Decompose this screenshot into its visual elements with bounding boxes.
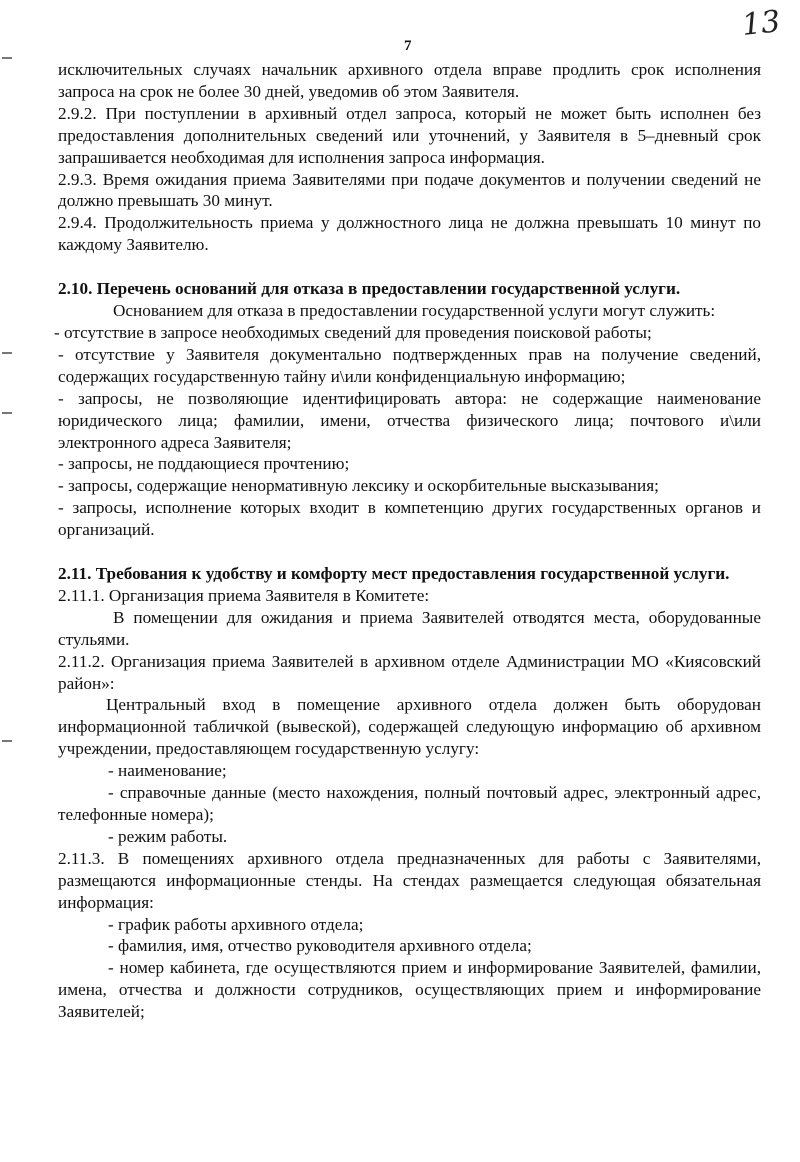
- paragraph: Центральный вход в помещение архивного отдела должен быть оборудован информационной табличкой (вывеской), содержащей следующую информацию об архивном учреждении, предоставляющем государственную услугу:: [58, 695, 761, 759]
- paragraph: 2.9.4. Продолжительность приема у должностного лица не должна превышать 10 минут по каждому Заявителю.: [58, 213, 761, 255]
- scan-margin-mark: [2, 352, 12, 354]
- section-heading: 2.11. Требования к удобству и комфорту мест предоставления государственной услуги.: [58, 564, 730, 584]
- paragraph: В помещении для ожидания и приема Заявителей отводятся места, оборудованные стульями.: [58, 607, 761, 649]
- scan-margin-mark: [2, 740, 12, 742]
- list-item: - запросы, содержащие ненормативную лексику и оскорбительные высказывания;: [58, 476, 659, 496]
- list-item: - отсутствие в запросе необходимых сведений для проведения поисковой работы;: [54, 322, 652, 342]
- list-item: - наименование;: [108, 761, 227, 781]
- list-item: - справочные данные (место нахождения, полный почтовый адрес, электронный адрес, телефонные номера);: [58, 783, 761, 824]
- page-number: 7: [404, 38, 412, 54]
- section-heading: 2.10. Перечень оснований для отказа в предоставлении государственной услуги.: [58, 279, 681, 299]
- paragraph: 2.11.3. В помещениях архивного отдела предназначенных для работы с Заявителями, размещаются информационные стенды. На стендах размещается следующая обязательная информация:: [58, 848, 761, 912]
- handwritten-page-number: 13: [740, 4, 782, 43]
- paragraph: 2.9.2. При поступлении в архивный отдел запроса, который не может быть исполнен без предоставления дополнительных сведений или уточнений, у Заявителя в 5–дневный срок запрашивается необходимая для исполнения запроса информация.: [58, 103, 761, 167]
- paragraph: 2.11.1. Организация приема Заявителя в Комитете:: [58, 585, 430, 605]
- scan-margin-mark: [2, 57, 12, 59]
- scan-margin-mark: [2, 412, 12, 414]
- list-item: - запросы, исполнение которых входит в компетенцию других государственных органов и организаций.: [58, 498, 761, 540]
- list-item: - отсутствие у Заявителя документально подтвержденных прав на получение сведений, содержащих государственную тайну и\или конфиденциальную информацию;: [58, 344, 761, 386]
- document-body: [54, 59, 761, 1023]
- list-item: - запросы, не позволяющие идентифицировать автора: не содержащие наименование юридического лица; фамилии, имени, отчества физического лица; почтового и\или электронного адреса Заявителя;: [58, 388, 761, 452]
- list-item: - график работы архивного отдела;: [108, 914, 364, 934]
- list-item: - запросы, не поддающиеся прочтению;: [58, 454, 350, 474]
- paragraph: 2.11.2. Организация приема Заявителей в архивном отделе Администрации МО «Киясовский район»:: [58, 651, 761, 693]
- list-item: - режим работы.: [108, 826, 228, 846]
- paragraph: исключительных случаях начальник архивного отдела вправе продлить срок исполнения запроса на срок не более 30 дней, уведомив об этом Заявителя.: [58, 60, 761, 101]
- list-item: - номер кабинета, где осуществляются прием и информирование Заявителей, фамилии, имена, отчества и должности сотрудников, осуществляющих прием и информирование Заявителей;: [58, 958, 761, 1022]
- list-item: - фамилия, имя, отчество руководителя архивного отдела;: [108, 936, 532, 956]
- paragraph: 2.9.3. Время ожидания приема Заявителями при подаче документов и получении сведений не должно превышать 30 минут.: [58, 169, 761, 211]
- paragraph: Основанием для отказа в предоставлении государственной услуги могут служить:: [113, 301, 716, 321]
